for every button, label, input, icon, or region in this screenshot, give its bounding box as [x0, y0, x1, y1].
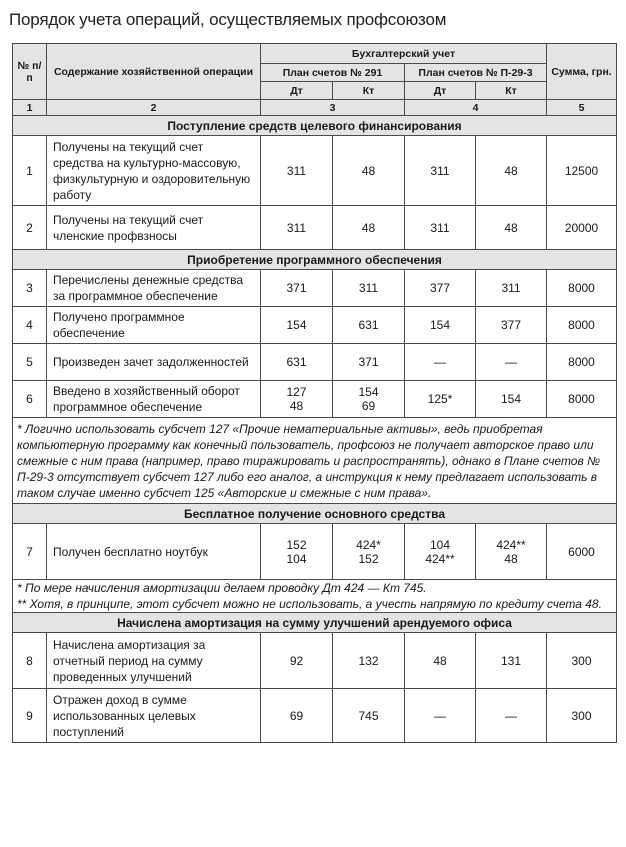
section-title: Поступление средств целевого финансирования — [13, 116, 617, 136]
section-title: Приобретение программного обеспечения — [13, 250, 617, 270]
row-number: 5 — [13, 344, 47, 381]
dt-p293-cell-value: 424** — [425, 551, 455, 566]
dt-291-cell-value: 154 — [286, 318, 307, 332]
header-plan-291: План счетов № 291 — [261, 64, 405, 82]
kt-p293-cell — [476, 633, 547, 689]
dt-291-cell — [261, 689, 333, 743]
footnote — [13, 418, 617, 504]
kt-291-cell-value: 745 — [358, 708, 379, 723]
dt-p293-cell-value: 311 — [430, 220, 450, 235]
dt-291-cell — [261, 344, 333, 381]
table-row — [13, 136, 617, 206]
header-kt-291: Кт — [333, 82, 405, 100]
header-dt-291: Дт — [261, 82, 333, 100]
table-row — [13, 206, 617, 250]
dt-p293-cell-value: — — [434, 355, 446, 369]
row-description: Начислена амортизация за отчетный период на сумму проведенных улучшений — [47, 633, 261, 689]
operations-table — [12, 43, 617, 743]
kt-291-cell — [333, 344, 405, 381]
colnum-2: 2 — [47, 100, 261, 116]
colnum-5: 5 — [547, 100, 617, 116]
section-header-row — [13, 613, 617, 633]
page-title: Порядок учета операций, осуществляемых профсоюзом — [9, 10, 447, 29]
dt-291-cell — [261, 136, 333, 206]
kt-p293-cell — [476, 136, 547, 206]
dt-291-cell-value: 311 — [286, 163, 307, 178]
footnote-line: * Логично использовать субсчет 127 «Прочие нематериальные активы», ведь приобретая компьютерную программу как конечный пользователь, профсоюз не получает авторское право или смежные с ним права (например, право тиражировать и распространять), однако в Плане счетов № П-29-3 отсутствует субсчет 127 либо его аналог, а инструкция к нему предлагает использовать в таком случае именно субсчет 125 «Авторские и смежные с ним права». — [17, 421, 601, 500]
dt-p293-cell — [405, 206, 476, 250]
kt-291-cell-value: 48 — [361, 163, 376, 178]
section-header-row — [13, 116, 617, 136]
dt-291-cell — [261, 633, 333, 689]
dt-291-cell — [261, 270, 333, 307]
row-description: Получен бесплатно ноутбук — [47, 524, 261, 580]
kt-291-cell-value: 152 — [358, 551, 379, 566]
footnote-line: ** Хотя, в принципе, этот субсчет можно не использовать, а учесть напрямую по кредиту счета 48. — [17, 597, 602, 611]
kt-p293-cell-value: 154 — [500, 392, 522, 406]
header-plan-p293: План счетов № П-29-3 — [405, 64, 547, 82]
kt-p293-cell-value: — — [505, 708, 517, 723]
dt-291-cell-value: 371 — [286, 281, 307, 295]
row-number: 6 — [13, 381, 47, 418]
row-number: 7 — [13, 524, 47, 580]
kt-p293-cell — [476, 381, 547, 418]
kt-291-cell — [333, 689, 405, 743]
header-dt-p293: Дт — [405, 82, 476, 100]
dt-291-cell-value: 631 — [286, 355, 307, 369]
dt-p293-cell-value: 311 — [430, 163, 450, 178]
dt-291-cell-value: 104 — [286, 551, 307, 566]
row-description: Перечислены денежные средства за программное обеспечение — [47, 270, 261, 307]
dt-p293-cell — [405, 136, 476, 206]
sum-cell: 8000 — [547, 307, 617, 344]
section-title: Бесплатное получение основного средства — [13, 504, 617, 524]
row-description: Получены на текущий счет членские профвзносы — [47, 206, 261, 250]
header-num: № п/п — [13, 44, 47, 100]
dt-p293-cell-value: 104 — [429, 537, 451, 552]
header-accounting: Бухгалтерский учет — [261, 44, 547, 64]
row-description: Произведен зачет задолженностей — [47, 344, 261, 381]
colnum-3: 3 — [261, 100, 405, 116]
footnote — [13, 580, 617, 613]
kt-p293-cell-value: — — [505, 355, 517, 369]
kt-291-cell-value: 311 — [358, 281, 379, 295]
kt-p293-cell — [476, 206, 547, 250]
row-number: 2 — [13, 206, 47, 250]
sum-cell: 8000 — [547, 381, 617, 418]
section-header-row — [13, 504, 617, 524]
kt-p293-cell — [476, 524, 547, 580]
kt-p293-cell-value: 48 — [504, 551, 518, 566]
kt-291-cell-value: 371 — [358, 355, 379, 369]
dt-291-cell-value: 127 — [286, 385, 307, 399]
row-number: 9 — [13, 689, 47, 743]
dt-p293-cell-value: 377 — [429, 281, 451, 295]
sum-cell: 8000 — [547, 270, 617, 307]
table-row — [13, 689, 617, 743]
kt-p293-cell — [476, 344, 547, 381]
dt-291-cell — [261, 524, 333, 580]
kt-p293-cell-value: 48 — [504, 220, 518, 235]
kt-291-cell — [333, 136, 405, 206]
dt-p293-cell-value: 154 — [429, 318, 451, 332]
dt-291-cell-value: 152 — [286, 537, 307, 552]
dt-291-cell-value: 311 — [286, 220, 307, 235]
header-sum: Сумма, грн. — [547, 44, 617, 100]
dt-p293-cell-value: — — [434, 708, 446, 723]
dt-291-cell-value: 69 — [289, 708, 304, 723]
table-row — [13, 344, 617, 381]
sum-cell: 300 — [547, 633, 617, 689]
section-title: Начислена амортизация на сумму улучшений арендуемого офиса — [13, 613, 617, 633]
dt-p293-cell — [405, 344, 476, 381]
section-header-row — [13, 250, 617, 270]
kt-291-cell-value: 154 — [358, 385, 379, 399]
dt-291-cell — [261, 307, 333, 344]
dt-p293-cell-value: 125* — [427, 392, 453, 406]
row-number: 3 — [13, 270, 47, 307]
dt-p293-cell — [405, 270, 476, 307]
table-row — [13, 524, 617, 580]
dt-p293-cell — [405, 307, 476, 344]
dt-p293-cell — [405, 633, 476, 689]
kt-291-cell — [333, 381, 405, 418]
note-row — [13, 580, 617, 613]
row-number: 8 — [13, 633, 47, 689]
kt-291-cell — [333, 270, 405, 307]
sum-cell: 8000 — [547, 344, 617, 381]
kt-291-cell-value: 132 — [358, 653, 379, 668]
kt-291-cell-value: 424* — [356, 537, 381, 552]
kt-291-cell-value: 631 — [358, 318, 379, 332]
sum-cell: 6000 — [547, 524, 617, 580]
kt-p293-cell — [476, 270, 547, 307]
kt-p293-cell-value: 311 — [501, 281, 521, 295]
header-content: Содержание хозяйственной операции — [47, 44, 261, 100]
kt-p293-cell-value: 131 — [500, 653, 522, 668]
column-number-row — [13, 100, 617, 116]
kt-p293-cell — [476, 689, 547, 743]
kt-p293-cell — [476, 307, 547, 344]
table-row — [13, 270, 617, 307]
row-description: Получено программное обеспечение — [47, 307, 261, 344]
kt-291-cell-value: 69 — [361, 399, 376, 413]
kt-291-cell — [333, 633, 405, 689]
note-row — [13, 418, 617, 504]
header-kt-p293: Кт — [476, 82, 547, 100]
dt-291-cell-value: 48 — [289, 399, 304, 413]
kt-p293-cell-value: 424** — [496, 537, 526, 552]
dt-p293-cell — [405, 524, 476, 580]
row-number: 4 — [13, 307, 47, 344]
colnum-1: 1 — [13, 100, 47, 116]
kt-p293-cell-value: 48 — [504, 163, 518, 178]
sum-cell: 300 — [547, 689, 617, 743]
colnum-4: 4 — [405, 100, 547, 116]
dt-p293-cell — [405, 689, 476, 743]
dt-291-cell — [261, 381, 333, 418]
dt-p293-cell-value: 48 — [433, 653, 447, 668]
kt-291-cell — [333, 307, 405, 344]
kt-p293-cell-value: 377 — [500, 318, 522, 332]
dt-291-cell — [261, 206, 333, 250]
kt-291-cell-value: 48 — [361, 220, 376, 235]
row-number: 1 — [13, 136, 47, 206]
dt-291-cell-value: 92 — [289, 653, 304, 668]
footnote-line: * По мере начисления амортизации делаем проводку Дт 424 — Кт 745. — [17, 581, 427, 595]
kt-291-cell — [333, 206, 405, 250]
table-row — [13, 381, 617, 418]
dt-p293-cell — [405, 381, 476, 418]
sum-cell: 20000 — [547, 206, 617, 250]
row-description: Введено в хозяйственный оборот программное обеспечение — [47, 381, 261, 418]
table-row — [13, 307, 617, 344]
table-row — [13, 633, 617, 689]
row-description: Получены на текущий счет средства на культурно-массовую, физкультурную и оздоровительную работу — [47, 136, 261, 206]
row-description: Отражен доход в сумме использованных целевых поступлений — [47, 689, 261, 743]
sum-cell: 12500 — [547, 136, 617, 206]
kt-291-cell — [333, 524, 405, 580]
